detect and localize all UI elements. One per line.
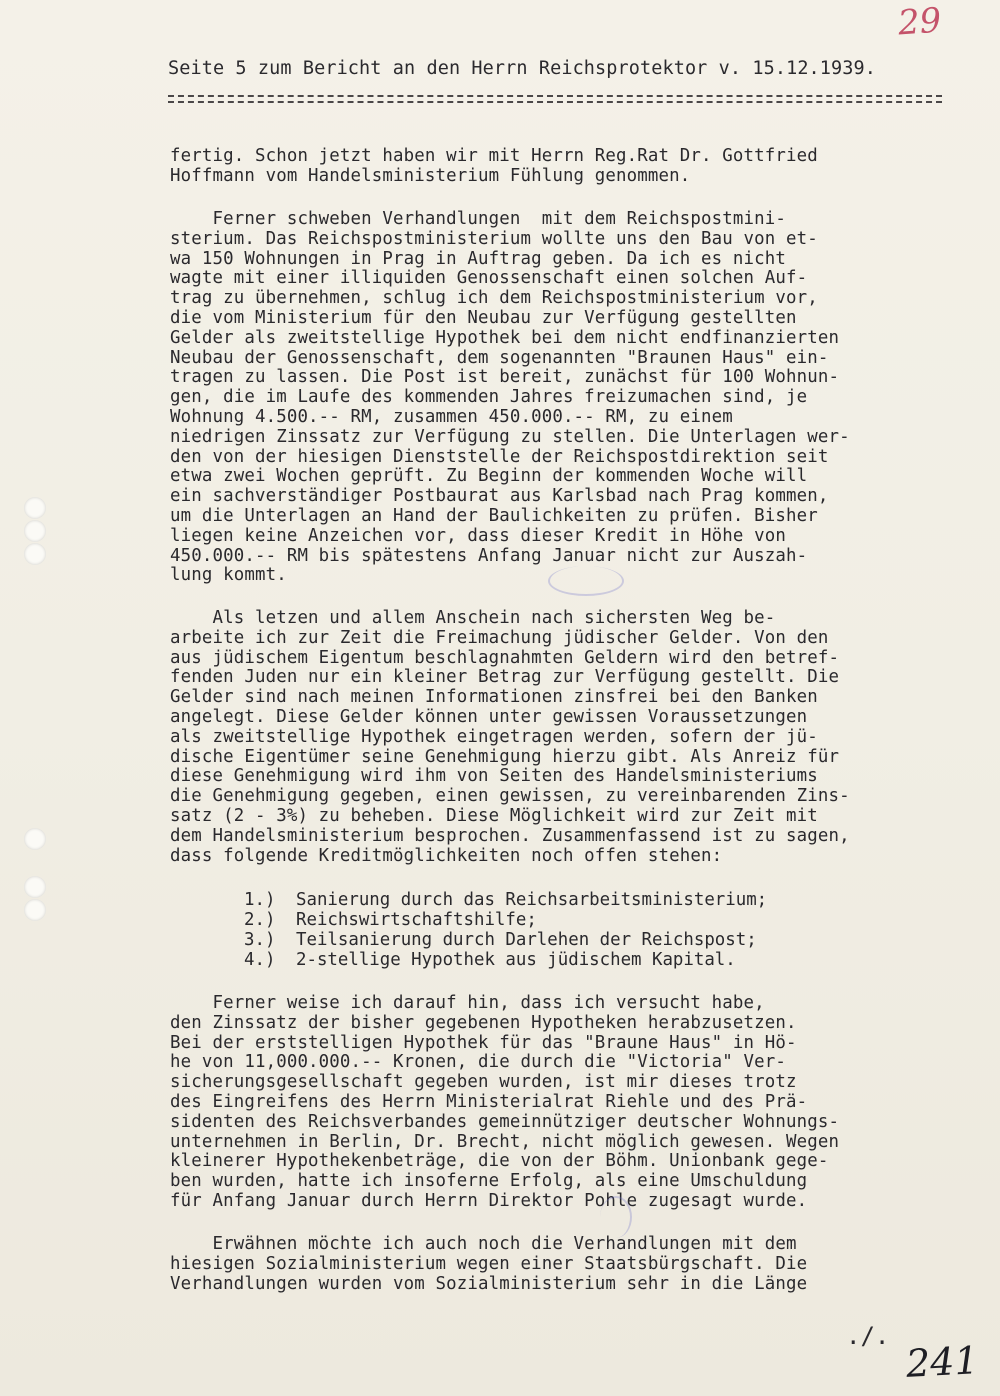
text-line: für Anfang Januar durch Herrn Direktor Pohle zugesagt wurde. bbox=[170, 1190, 808, 1211]
text-line: he von 11,000.000.-- Kronen, die durch die "Victoria" Ver- bbox=[170, 1052, 786, 1073]
list-item-number: 2.) bbox=[244, 910, 276, 930]
text-line: Bei der erststelligen Hypothek für das "Braune Haus" in Hö- bbox=[170, 1032, 797, 1053]
text-line: Hoffmann vom Handelsministerium Fühlung genommen. bbox=[170, 165, 691, 186]
text-line: Gelder als zweitstellige Hypothek bei dem nicht endfinanzierten bbox=[170, 327, 840, 348]
text-line: Wohnung 4.500.-- RM, zusammen 450.000.-- RM, zu einem bbox=[170, 406, 733, 427]
text-line: wagte mit einer illiquiden Genossenschaft einen solchen Auf- bbox=[170, 268, 808, 289]
text-line: ben wurden, hatte ich insoferne Erfolg, als eine Umschuldung bbox=[170, 1171, 808, 1192]
text-line: Ferner schweben Verhandlungen mit dem Reichspostmini- bbox=[170, 209, 786, 229]
text-line: gen, die im Laufe des kommenden Jahres freizumachen sind, je bbox=[170, 387, 808, 408]
text-line: fertig. Schon jetzt haben wir mit Herrn Reg.Rat Dr. Gottfried bbox=[170, 146, 818, 166]
text-line: trag zu übernehmen, schlug ich dem Reichspostministerium vor, bbox=[170, 288, 818, 309]
header-rule-lower bbox=[168, 101, 942, 103]
text-line: dische Eigentümer seine Genehmigung hierzu gibt. Als Anreiz für bbox=[170, 746, 840, 767]
punch-hole bbox=[24, 497, 46, 519]
page-header: Seite 5 zum Bericht an den Herrn Reichsprotektor v. 15.12.1939. bbox=[168, 58, 876, 79]
list-item-number: 3.) bbox=[244, 930, 276, 950]
stamp-impression bbox=[600, 1196, 632, 1238]
continuation-mark: ./. bbox=[846, 1322, 890, 1350]
paragraph-4 bbox=[170, 994, 970, 1212]
punch-hole bbox=[24, 520, 46, 542]
text-line: lung kommt. bbox=[170, 565, 287, 586]
list-item bbox=[244, 890, 944, 910]
paragraph-1 bbox=[170, 147, 970, 187]
text-line: den Zinssatz der bisher gegebenen Hypotheken herabzusetzen. bbox=[170, 1012, 797, 1033]
credit-options-list bbox=[244, 890, 944, 970]
handwritten-folio-top: 29 bbox=[896, 0, 943, 44]
header-rule-upper bbox=[168, 95, 942, 97]
list-item-number: 4.) bbox=[244, 950, 276, 970]
punch-hole bbox=[24, 543, 46, 565]
text-line: als zweitstellige Hypothek eingetragen werden, sofern der jü- bbox=[170, 726, 818, 747]
list-item bbox=[244, 910, 944, 930]
text-line: die Genehmigung gegeben, einen gewissen, zu vereinbarenden Zins- bbox=[170, 786, 850, 807]
text-line: wa 150 Wohnungen in Prag in Auftrag geben. Da ich es nicht bbox=[170, 248, 786, 269]
handwritten-folio-bottom: 241 bbox=[904, 1338, 980, 1386]
text-line: satz (2 - 3%) zu beheben. Diese Möglichkeit wird zur Zeit mit bbox=[170, 805, 818, 826]
text-line: 450.000.-- RM bis spätestens Anfang Januar nicht zur Auszah- bbox=[170, 545, 808, 566]
text-line: aus jüdischem Eigentum beschlagnahmten Geldern wird den betref- bbox=[170, 647, 840, 668]
text-line: etwa zwei Wochen geprüft. Zu Beginn der kommenden Woche will bbox=[170, 466, 808, 487]
text-line: sicherungsgesellschaft gegeben wurden, ist mir dieses trotz bbox=[170, 1072, 797, 1093]
text-line: unternehmen in Berlin, Dr. Brecht, nicht möglich gewesen. Wegen bbox=[170, 1131, 840, 1152]
text-line: liegen keine Anzeichen vor, dass dieser Kredit in Höhe von bbox=[170, 525, 786, 546]
list-item bbox=[244, 930, 944, 950]
list-item-text: Reichswirtschaftshilfe; bbox=[296, 910, 537, 930]
text-line: Gelder sind nach meinen Informationen zinsfrei bei den Banken bbox=[170, 687, 818, 708]
text-line: des Eingreifens des Herrn Ministerialrat Riehle und des Prä- bbox=[170, 1091, 808, 1112]
text-line: die vom Ministerium für den Neubau zur Verfügung gestellten bbox=[170, 307, 797, 328]
punch-hole bbox=[24, 899, 46, 921]
list-item-text: Teilsanierung durch Darlehen der Reichspost; bbox=[296, 930, 757, 950]
text-line: arbeite ich zur Zeit die Freimachung jüdischer Gelder. Von den bbox=[170, 627, 829, 648]
text-line: kleinerer Hypothekenbeträge, die von der Böhm. Unionbank gege- bbox=[170, 1151, 829, 1172]
text-line: tragen zu lassen. Die Post ist bereit, zunächst für 100 Wohnun- bbox=[170, 367, 840, 388]
paragraph-3 bbox=[170, 609, 970, 866]
text-line: dass folgende Kreditmöglichkeiten noch offen stehen: bbox=[170, 845, 723, 866]
text-line: Verhandlungen wurden vom Sozialministerium sehr in die Länge bbox=[170, 1273, 808, 1294]
list-item-text: 2-stellige Hypothek aus jüdischem Kapital. bbox=[296, 950, 736, 970]
text-line: sterium. Das Reichspostministerium wollte uns den Bau von et- bbox=[170, 228, 818, 249]
text-line: angelegt. Diese Gelder können unter gewissen Voraussetzungen bbox=[170, 706, 808, 727]
text-line: sidenten des Reichsverbandes gemeinnütziger deutscher Wohnungs- bbox=[170, 1111, 840, 1132]
text-line: hiesigen Sozialministerium wegen einer Staatsbürgschaft. Die bbox=[170, 1253, 808, 1274]
paragraph-5 bbox=[170, 1235, 970, 1294]
text-line: diese Genehmigung wird ihm von Seiten des Handelsministeriums bbox=[170, 766, 818, 787]
paragraph-2 bbox=[170, 210, 970, 586]
text-line: dem Handelsministerium besprochen. Zusammenfassend ist zu sagen, bbox=[170, 825, 850, 846]
text-line: fenden Juden nur ein kleiner Betrag zur Verfügung gestellt. Die bbox=[170, 667, 840, 688]
list-item bbox=[244, 950, 944, 970]
text-line: um die Unterlagen an Hand der Baulichkeiten zu prüfen. Bisher bbox=[170, 505, 818, 526]
text-line: ein sachverständiger Postbaurat aus Karlsbad nach Prag kommen, bbox=[170, 486, 829, 507]
text-line: Neubau der Genossenschaft, dem sogenannten "Braunen Haus" ein- bbox=[170, 347, 829, 368]
text-line: den von der hiesigen Dienststelle der Reichspostdirektion seit bbox=[170, 446, 829, 467]
punch-hole bbox=[24, 876, 46, 898]
text-line: Ferner weise ich darauf hin, dass ich versucht habe, bbox=[170, 993, 765, 1013]
list-item-number: 1.) bbox=[244, 890, 276, 910]
punch-hole bbox=[24, 828, 46, 850]
list-item-text: Sanierung durch das Reichsarbeitsministerium; bbox=[296, 890, 768, 910]
text-line: niedrigen Zinssatz zur Verfügung zu stellen. Die Unterlagen wer- bbox=[170, 426, 850, 447]
text-line: Erwähnen möchte ich auch noch die Verhandlungen mit dem bbox=[170, 1234, 797, 1254]
text-line: Als letzen und allem Anschein nach sichersten Weg be- bbox=[170, 608, 776, 628]
stamp-impression bbox=[548, 566, 624, 596]
